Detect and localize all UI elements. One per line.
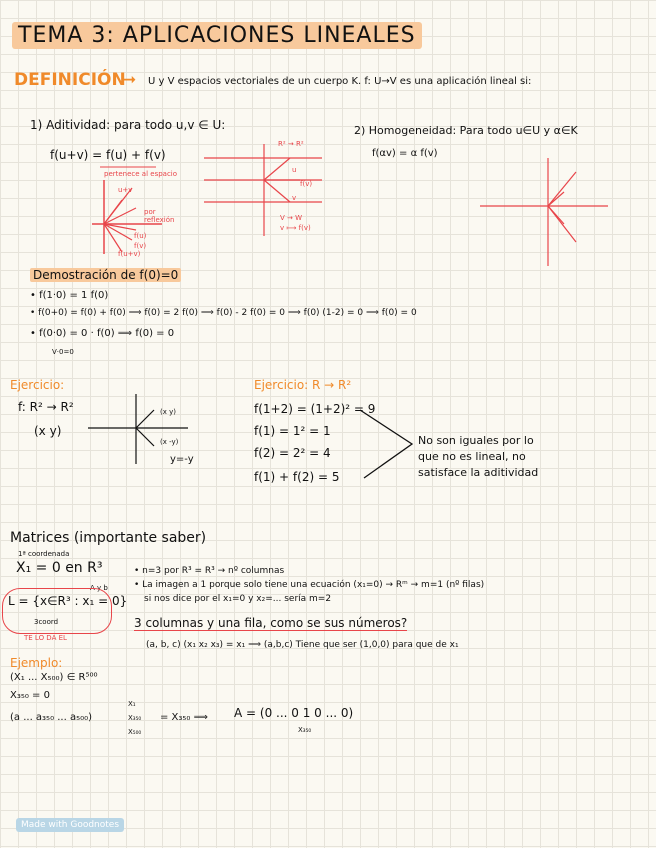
ejercicio2-bracket <box>360 408 420 480</box>
demostracion-line-2: • f(0+0) = f(0) + f(0) ⟹ f(0) = 2 f(0) ⟹ f(0) - 2 f(0) = 0 ⟹ f(0) (1-2) = 0 ⟹ f(0) = 0 <box>30 308 417 318</box>
label-uv: u+v <box>118 186 133 194</box>
ejercicio1-v2: (x -y) <box>160 438 179 446</box>
ejercicio2-heading: Ejercicio: R → R² <box>254 378 352 392</box>
ejemplo-line-1: (X₁ ... X₅₀₀) ∈ R⁵⁰⁰ <box>10 672 98 683</box>
label-v: v <box>292 194 297 202</box>
demostracion-line-1: • f(1·0) = 1 f(0) <box>30 290 109 301</box>
label-v-fv: v ⟼ f(v) <box>280 224 311 232</box>
ejemplo-sub: X₃₅₀ <box>298 726 312 734</box>
map-diagram <box>204 140 334 240</box>
homogeneidad-heading: 2) Homogeneidad: Para todo u∈U y α∈K <box>354 124 578 137</box>
ejemplo-amat: A = (0 ... 0 1 0 ... 0) <box>234 706 354 720</box>
label-fuv: f(u+v) <box>118 250 141 258</box>
ejercicio1-ylabel: y=-y <box>170 454 194 465</box>
goodnotes-watermark: Made with Goodnotes <box>16 818 124 832</box>
matrices-small1: 1ª coordenada <box>18 550 70 558</box>
ejercicio1-heading: Ejercicio: <box>10 378 65 392</box>
matrices-bullet-1: • n=3 por R³ = R³ → nº columnas <box>134 566 285 576</box>
ejercicio2-line-4: f(1) + f(2) = 5 <box>254 470 340 484</box>
matrices-heading: Matrices (importante saber) <box>10 530 207 546</box>
ejercicio1-map: f: R² → R² <box>18 400 74 414</box>
aditividad-formula: f(u+v) = f(u) + f(v) <box>50 148 166 162</box>
label-fu: f(u) <box>134 232 147 240</box>
homogeneidad-formula: f(αv) = α f(v) <box>372 148 438 159</box>
ejemplo-line-2: X₃₅₀ = 0 <box>10 690 50 701</box>
ejemplo-vec-1: X₁ <box>128 700 136 708</box>
ejemplo-vec-2: X₃₅₀ <box>128 714 142 722</box>
homogeneity-diagram <box>480 158 610 268</box>
ejercicio2-conclusion-1: No son iguales por lo <box>418 434 534 447</box>
ejercicio2-line-3: f(2) = 2² = 4 <box>254 446 331 460</box>
ejemplo-line-3: (a ... a₃₅₀ ... a₅₀₀) <box>10 712 93 723</box>
matrices-product: (a, b, c) (x₁ x₂ x₃) = x₁ ⟹ (a,b,c) Tiene que ser (1,0,0) para que de x₁ <box>146 640 459 650</box>
demostracion-line-3: • f(0·0) = 0 · f(0) ⟹ f(0) = 0 <box>30 328 175 339</box>
label-reflexion: por reflexión <box>144 208 175 224</box>
demostracion-sublabel: V·0=0 <box>52 348 74 356</box>
page-title: TEMA 3: APLICACIONES LINEALES <box>12 22 422 49</box>
label-u: u <box>292 166 297 174</box>
matrices-small2: A y b <box>90 584 108 592</box>
label-fv: f(v) <box>134 242 147 250</box>
ejercicio2-line-1: f(1+2) = (1+2)² = 9 <box>254 402 376 416</box>
ejercicio2-conclusion-3: satisface la aditividad <box>418 466 539 479</box>
definicion-arrow: ➞ <box>122 70 137 90</box>
ejemplo-heading: Ejemplo: <box>10 656 63 670</box>
label-vw: V → W <box>280 214 303 222</box>
demostracion-heading: Demostración de f(0)=0 <box>30 268 181 282</box>
matrices-coord: 3coord <box>34 618 59 626</box>
matrices-question: 3 columnas y una fila, como se sus números? <box>134 616 408 630</box>
ejemplo-eq: = X₃₅₀ ⟹ <box>160 712 208 723</box>
definicion-label: DEFINICIÓN <box>14 70 126 90</box>
aditividad-note: pertenece al espacio <box>104 170 178 178</box>
matrices-set: L = {x∈R³ : x₁ = 0} <box>8 594 128 608</box>
label-r2r2: R² → R² <box>278 140 304 148</box>
definicion-text: U y V espacios vectoriales de un cuerpo K. f: U→V es una aplicación lineal si: <box>148 76 532 87</box>
label-map-fv: f(v) <box>300 180 313 188</box>
ejemplo-vec-3: X₅₀₀ <box>128 728 142 736</box>
matrices-eq1: X₁ = 0 en R³ <box>16 560 103 576</box>
matrices-small3: TE LO DA EL <box>24 634 67 642</box>
ejercicio1-vector: (x y) <box>34 424 62 438</box>
ejercicio2-conclusion-2: que no es lineal, no <box>418 450 526 463</box>
underline <box>100 165 160 169</box>
matrices-bullet-3: si nos dice por el x₁=0 y x₂=... sería m=2 <box>144 594 332 604</box>
matrices-bullet-2: • La imagen a 1 porque solo tiene una ecuación (x₁=0) → Rᵐ → m=1 (nº filas) <box>134 580 485 590</box>
ejercicio1-v1: (x y) <box>160 408 176 416</box>
aditividad-heading: 1) Aditividad: para todo u,v ∈ U: <box>30 118 226 132</box>
ejercicio2-line-2: f(1) = 1² = 1 <box>254 424 331 438</box>
